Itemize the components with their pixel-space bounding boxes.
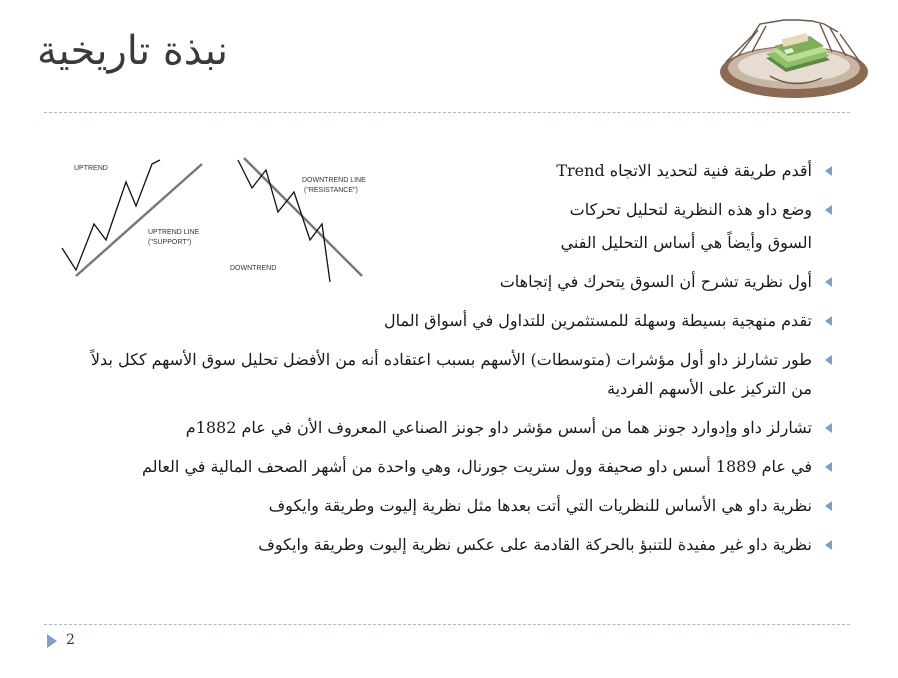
bullet-item: أقدم طريقة فنية لتحديد الاتجاه Trend <box>72 156 832 185</box>
uptrend-line-sublabel: ("SUPPORT") <box>148 239 192 246</box>
uptrend-line-label: UPTREND LINE <box>148 229 200 236</box>
bullet-arrow-icon <box>825 277 832 287</box>
money-trap-image <box>712 6 872 106</box>
bullet-item: تشارلز داو وإدوارد جونز هما من أسس مؤشر داو جونز الصناعي المعروف الأن في عام 1882م <box>72 413 832 442</box>
footer-arrow-icon <box>47 634 57 648</box>
bullet-item: نظرية داو غير مفيدة للتنبؤ بالحركة القادمة على عكس نظرية إليوت وطريقة وايكوف <box>72 530 832 559</box>
bullet-arrow-icon <box>825 423 832 433</box>
bullet-item: تقدم منهجية بسيطة وسهلة للمستثمرين للتداول في أسواق المال <box>72 306 832 335</box>
downtrend-line-sublabel: ("RESISTANCE") <box>304 187 358 194</box>
bullet-continuation: السوق وأيضاً هي أساس التحليل الفني <box>560 233 812 252</box>
bullet-item: نظرية داو هي الأساس للنظريات التي أتت بعدها مثل نظرية إليوت وطريقة وايكوف <box>72 491 832 520</box>
top-divider <box>44 112 850 113</box>
bullet-arrow-icon <box>825 462 832 472</box>
downtrend-label: DOWNTREND <box>230 265 277 272</box>
bullet-arrow-icon <box>825 166 832 176</box>
bullet-item: طور تشارلز داو أول مؤشرات (متوسطات) الأسهم بسبب اعتقاده أنه من الأفضل تحليل سوق الأسهم ككل بدلاً من التركيز على الأسهم الفردية <box>72 345 832 403</box>
bullet-arrow-icon <box>825 540 832 550</box>
bullet-list <box>72 156 832 569</box>
bullet-arrow-icon <box>825 355 832 365</box>
bullet-item: أول نظرية تشرح أن السوق يتحرك في إتجاهات <box>72 267 832 296</box>
bottom-divider <box>44 624 850 625</box>
bullet-arrow-icon <box>825 205 832 215</box>
bullet-item: في عام 1889 أسس داو صحيفة وول ستريت جورنال، وهي واحدة من أشهر الصحف المالية في العالم <box>72 452 832 481</box>
bullet-arrow-icon <box>825 501 832 511</box>
downtrend-line-label: DOWNTREND LINE <box>302 177 366 184</box>
bullet-arrow-icon <box>825 316 832 326</box>
uptrend-label: UPTREND <box>74 165 108 172</box>
bullet-item: وضع داو هذه النظرية لتحليل تحركات <box>72 195 832 224</box>
slide-title: نبذة تاريخية <box>37 28 228 74</box>
page-number: 2 <box>66 632 75 648</box>
